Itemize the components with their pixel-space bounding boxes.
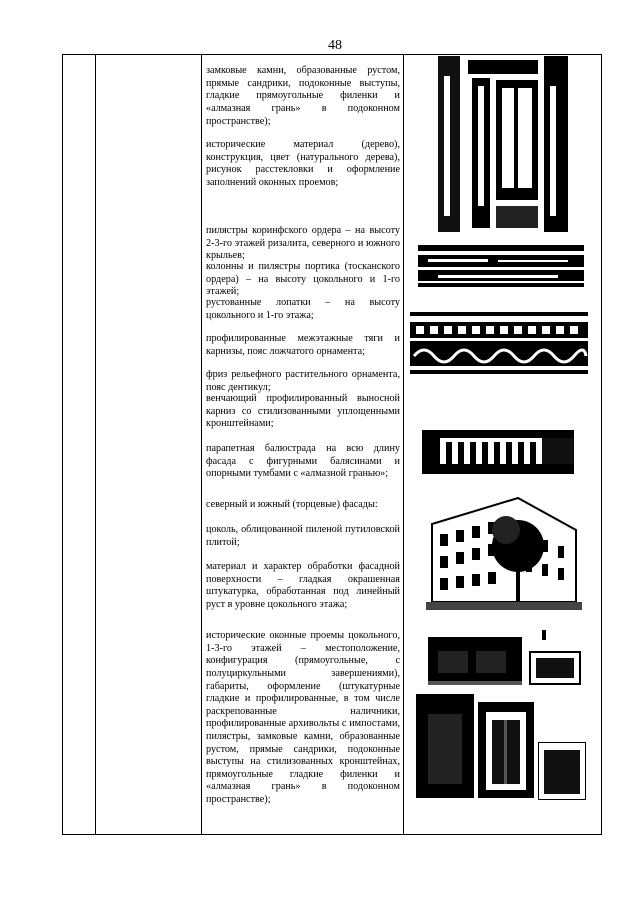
description-entry: пилястры коринфского ордера – на высоту 2-3-го этажей ризалита, северного и южного крыльев;: [206, 225, 400, 262]
photo-building-facade: [426, 490, 582, 610]
description-entry: профилированные межэтажные тяги и карнизы, пояс ложчатого орнамента;: [206, 333, 400, 357]
photo-window-detail-1: [428, 637, 522, 685]
table-column-divider: [403, 55, 404, 834]
description-entry: парапетная балюстрада на всю длину фасада с фигурными балясинами и опорными тумбами с «алмазной гранью»;: [206, 443, 400, 480]
table-column-divider: [95, 55, 96, 834]
page-number: 48: [328, 38, 342, 53]
photo-balustrade: [422, 430, 574, 474]
description-entry: колонны и пилястры портика (тосканского ордера) – на высоту цокольного и 1-го этажей;: [206, 261, 400, 298]
description-entry: исторические оконные проемы цокольного, 1-3-го этажей – местоположение, конфигурация (прямоугольные, с полуциркульными завершениями), габариты, оформление (штукатурные гладкие и профилированные, в том числе раскрепованные наличники, профилированные архивольты с импостами, пилястры, замковые камни, образованные рустом, прямые сандрики, подоконные выступы на стилизованных кронштейнах, прямоугольные гладкие филенки и «алмазная грань» в подоконном пространстве);: [206, 630, 400, 805]
description-entry: замковые камни, образованные рустом, прямые сандрики, подоконные выступы, гладкие прямоугольные филенки и «алмазная грань» в подоконном пространстве);: [206, 65, 400, 127]
description-entry: цоколь, облицованной пиленой путиловской плитой;: [206, 524, 400, 548]
photo-window-detail-2: [528, 628, 582, 686]
photo-window-pilasters: [438, 56, 568, 232]
description-entry: рустованные лопатки – на высоту цокольного и 1-го этажа;: [206, 297, 400, 321]
description-entry: фриз рельефного растительного орнамента, пояс дентикул;: [206, 369, 400, 393]
photo-ornamental-frieze: [410, 312, 588, 374]
photo-window-detail-4: [478, 702, 534, 798]
description-entry: венчающий профилированный выносной карниз со стилизованными уплощенными кронштейнами;: [206, 393, 400, 430]
description-entry: материал и характер обработки фасадной поверхности – гладкая окрашенная штукатурка, обработанная под линейный руст в уровне цокольного этажа;: [206, 561, 400, 610]
photo-cornice-strip: [418, 245, 584, 287]
photo-window-detail-5: [538, 742, 586, 800]
description-entry: северный и южный (торцевые) фасады:: [206, 499, 378, 511]
table-column-divider: [201, 55, 202, 834]
photo-window-detail-3: [416, 694, 474, 798]
description-entry: исторические материал (дерево), конструкция, цвет (натурального дерева), рисунок расстекловки и оформление заполнений оконных проемов;: [206, 139, 400, 188]
